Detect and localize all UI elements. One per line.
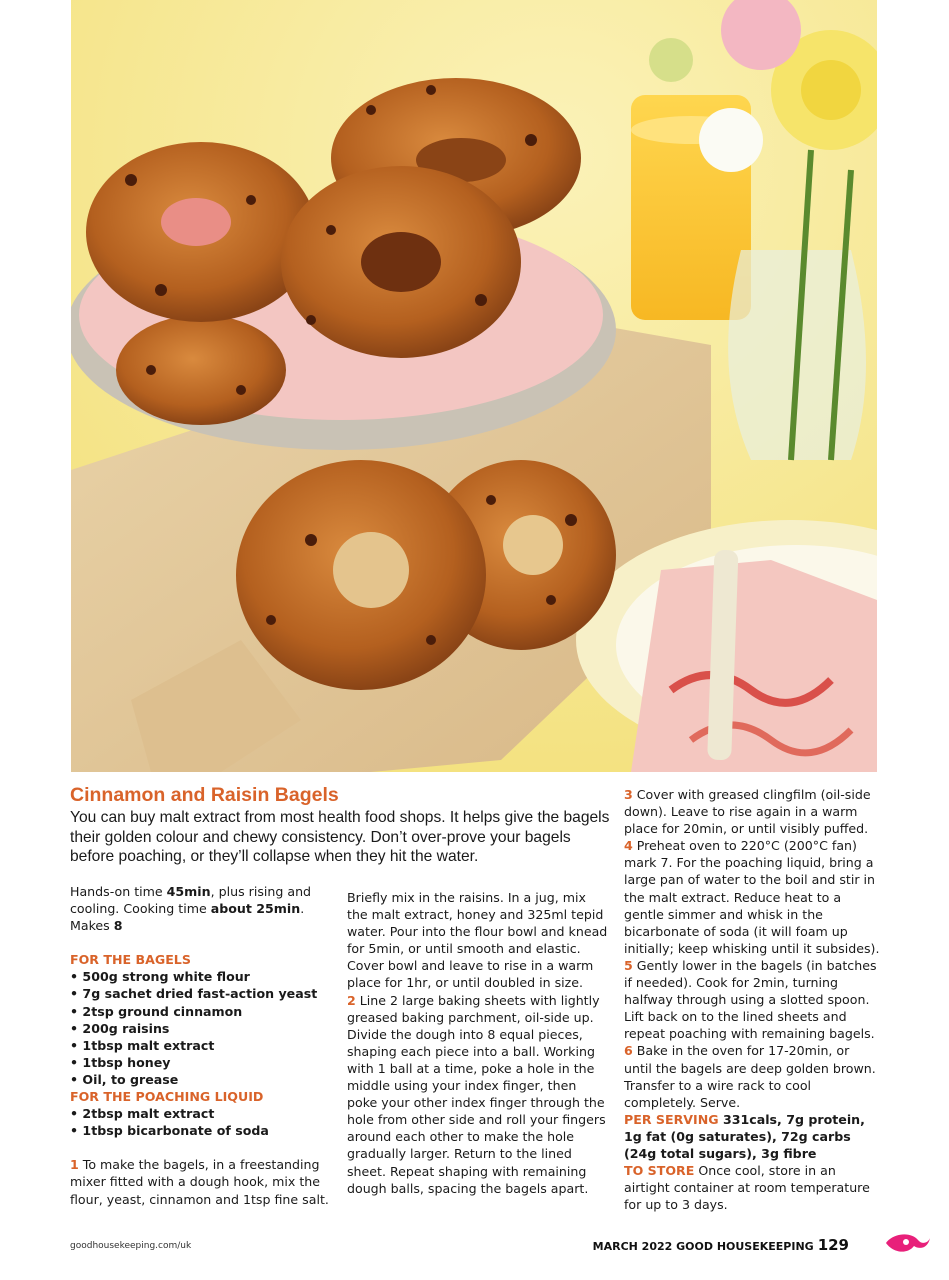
ingredient-item: • 500g strong white flour [70, 969, 250, 985]
column-1 [70, 883, 332, 1208]
method-step-5: 5 Gently lower in the bagels (in batches if needed). Cook for 2min, turning halfway through using a slotted spoon. Lift back on to the lined sheets and repeat poaching with remaining bagels. [624, 957, 877, 1042]
per-serving-nutrition: PER SERVING 331cals, 7g protein, 1g fat (0g saturates), 72g carbs (24g total sugars), 3g fibre [624, 1111, 865, 1161]
ingredient-item: • 1tbsp bicarbonate of soda [70, 1123, 269, 1139]
method-step-1-continued: Briefly mix in the raisins. In a jug, mix the malt extract, honey and 325ml tepid water. Pour into the flour bowl and knead for 5min, or until smooth and elastic. Cover bowl and leave to rise in a warm place for 1hr, or until doubled in size. [347, 890, 608, 991]
ingredients-heading-poaching: FOR THE POACHING LIQUID [70, 1089, 264, 1105]
page-folio [593, 1236, 849, 1254]
timing-info: Hands-on time 45min, plus rising and cooling. Cooking time about 25min. Makes 8 [70, 884, 312, 934]
ingredient-item: • Oil, to grease [70, 1071, 179, 1087]
method-step-4: 4 Preheat oven to 220°C (200°C fan) mark 7. For the poaching liquid, bring a large pan of water to the boil and stir in the malt extract. Reduce heat to a gentle simmer and whisk in the bicarbonate of soda (it will foam up initially; keep whisking until it subsides). [624, 838, 880, 956]
page-number: 129 [817, 1236, 849, 1254]
ingredient-item: • 1tbsp malt extract [70, 1037, 215, 1053]
storage-info: TO STORE Once cool, store in an airtight container at room temperature for up to 3 days. [624, 1163, 870, 1213]
ingredient-item: • 7g sachet dried fast-action yeast [70, 986, 318, 1002]
issue-date: MARCH 2022 [592, 1240, 673, 1253]
brand-swirl-icon [884, 1228, 932, 1258]
white-flower [699, 108, 763, 172]
recipe-title: Cinnamon and Raisin Bagels [70, 784, 339, 806]
method-step-3: 3 Cover with greased clingfilm (oil-side down). Leave to rise again in a warm place for 20min, or until visibly puffed. [624, 787, 871, 837]
hero-photo [71, 0, 877, 772]
recipe-intro: You can buy malt extract from most health food shops. It helps give the bagels their golden colour and chewy consistency. Don’t over-prove your bagels before poaching, or they’ll collapse when they hit the water. [70, 809, 610, 865]
bagels-photo-illustration [71, 0, 877, 772]
column-2 [347, 889, 609, 1197]
website-url: goodhousekeeping.com/uk [70, 1241, 192, 1251]
method-step-1: 1 To make the bagels, in a freestanding mixer fitted with a dough hook, mix the flour, yeast, cinnamon and 1tsp fine salt. [70, 1157, 329, 1207]
column-3 [624, 786, 880, 1213]
method-step-6: 6 Bake in the oven for 17-20min, or until the bagels are deep golden brown. Transfer to a wire rack to cool completely. Serve. [624, 1043, 876, 1110]
ingredients-heading-bagels: FOR THE BAGELS [70, 952, 191, 968]
ingredient-item: • 1tbsp honey [70, 1054, 171, 1070]
method-step-2: 2 Line 2 large baking sheets with lightly greased baking parchment, oil-side up. Divide the dough into 8 equal pieces, shaping each piece into a ball. Working with 1 ball at a time, poke a hole in the middle using your index finger, then poke your other index finger through the hole from other side and roll your fingers around each other to make the hole gradually larger. Return to the lined sheet. Repeat shaping with remaining dough balls, spacing the bagels apart. [347, 992, 606, 1196]
ingredient-item: • 2tsp ground cinnamon [70, 1003, 243, 1019]
ingredient-item: • 2tbsp malt extract [70, 1106, 215, 1122]
ingredient-item: • 200g raisins [70, 1020, 170, 1036]
magazine-name: GOOD HOUSEKEEPING [672, 1240, 814, 1253]
